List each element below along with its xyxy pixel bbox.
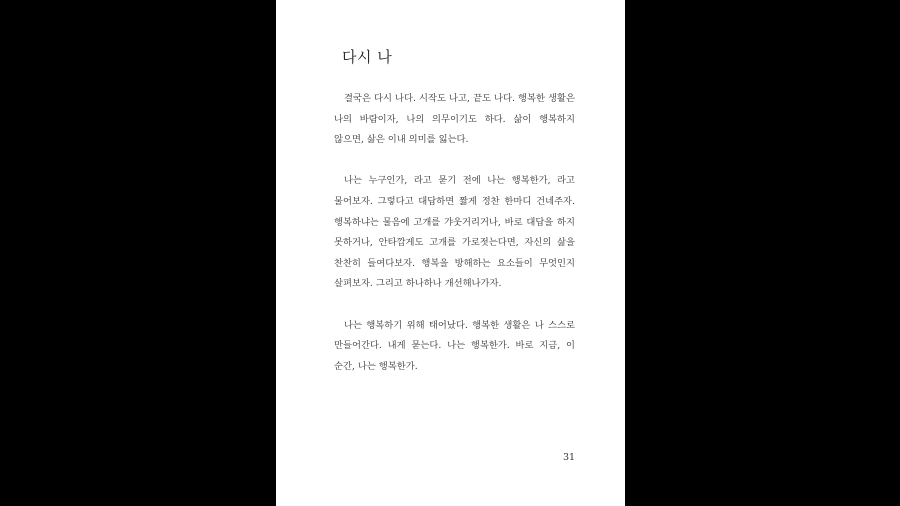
paragraph-3: 나는 행복하기 위해 태어났다. 행복한 생활은 나 스스로 만들어간다. 내게 묻는다. 나는 행복한가. 바로 지금, 이 순간, 나는 행복한가. [334,319,575,372]
body-text [334,89,575,398]
page-number: 31 [563,452,576,463]
paragraph-2: 나는 누구인가, 라고 묻기 전에 나는 행복한가, 라고 물어보자. 그렇다고 대답하면 짧게 정찬 한마디 건네주자. 행복하냐는 물음에 고개를 갸웃거리거나, 바로 대답을 하지 못하거나, 안타깝게도 고개를 가로젓는다면, 자신의 삶을 찬찬히 들여다보자. 행복을 방해하는 요소들이 무엇인지 살펴보자. 그리고 하나하나 개선해나가자. [334,175,575,290]
paragraph-1: 결국은 다시 나다. 시작도 나고, 끝도 나다. 행복한 생활은 나의 바람이자, 나의 의무이기도 하다. 삶이 행복하지 않으면, 삶은 이내 의미를 잃는다. [334,93,575,146]
book-page [276,0,625,506]
chapter-title: 다시 나 [342,48,393,66]
